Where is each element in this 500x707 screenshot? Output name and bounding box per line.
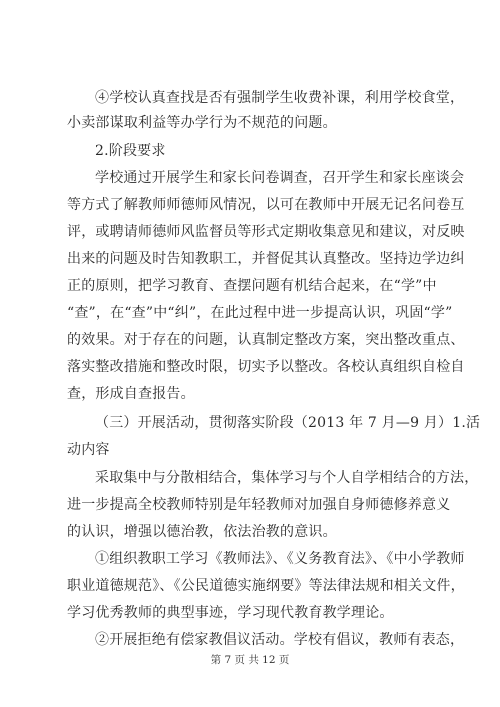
text-line: 职业道德规范》、《公民道德实施纲要》等法律法规和相关文件， <box>67 578 465 594</box>
section-heading: （三）开展活动，贯彻落实阶段（2013 年 7 月—9 月）1.活 <box>95 415 481 431</box>
page-number-footer: 第 7 页 共 12 页 <box>210 654 290 666</box>
text-line: ②开展拒绝有偿家教倡议活动。学校有倡议，教师有表态， <box>95 632 465 648</box>
text-line: 查，形成自查报告。 <box>67 386 195 402</box>
text-line: 正的原则，把学习教育、查摆问题有机结合起来，在“学”中 <box>67 278 437 294</box>
text-line: ①组织教职工学习《教师法》、《义务教育法》、《中小学教师 <box>95 551 465 567</box>
text-line: “查”，在“查”中“纠”，在此过程中进一步提高认识，巩固“学” <box>67 305 453 321</box>
text-line: 的认识，增强以德治教，依法治教的意识。 <box>67 524 337 540</box>
text-line: 学习优秀教师的典型事迹，学习现代教育教学理论。 <box>67 605 394 621</box>
text-line: 小卖部谋取利益等办学行为不规范的问题。 <box>67 115 337 131</box>
text-line: 采取集中与分散相结合，集体学习与个人自学相结合的方法， <box>95 470 479 486</box>
text-line: 的效果。对于存在的问题，认真制定整改方案，突出整改重点、 <box>67 332 465 348</box>
text-line: 等方式了解教师师德师风情况，以可在教师中开展无记名问卷互 <box>67 197 465 213</box>
text-line: 进一步提高全校教师特别是年轻教师对加强自身师德修养意义 <box>67 497 451 513</box>
text-line: 落实整改措施和整改时限，切实予以整改。各校认真组织自检自 <box>67 359 465 375</box>
section-heading: 2.阶段要求 <box>95 143 166 159</box>
text-line: 出来的问题及时告知教职工，并督促其认真整改。坚持边学边纠 <box>67 251 465 267</box>
text-line: ④学校认真查找是否有强制学生收费补课，利用学校食堂， <box>95 90 465 106</box>
text-line: 动内容 <box>67 442 110 458</box>
text-line: 评，或聘请师德师风监督员等形式定期收集意见和建议，对反映 <box>67 224 465 240</box>
text-line: 学校通过开展学生和家长问卷调查，召开学生和家长座谈会 <box>95 170 465 186</box>
